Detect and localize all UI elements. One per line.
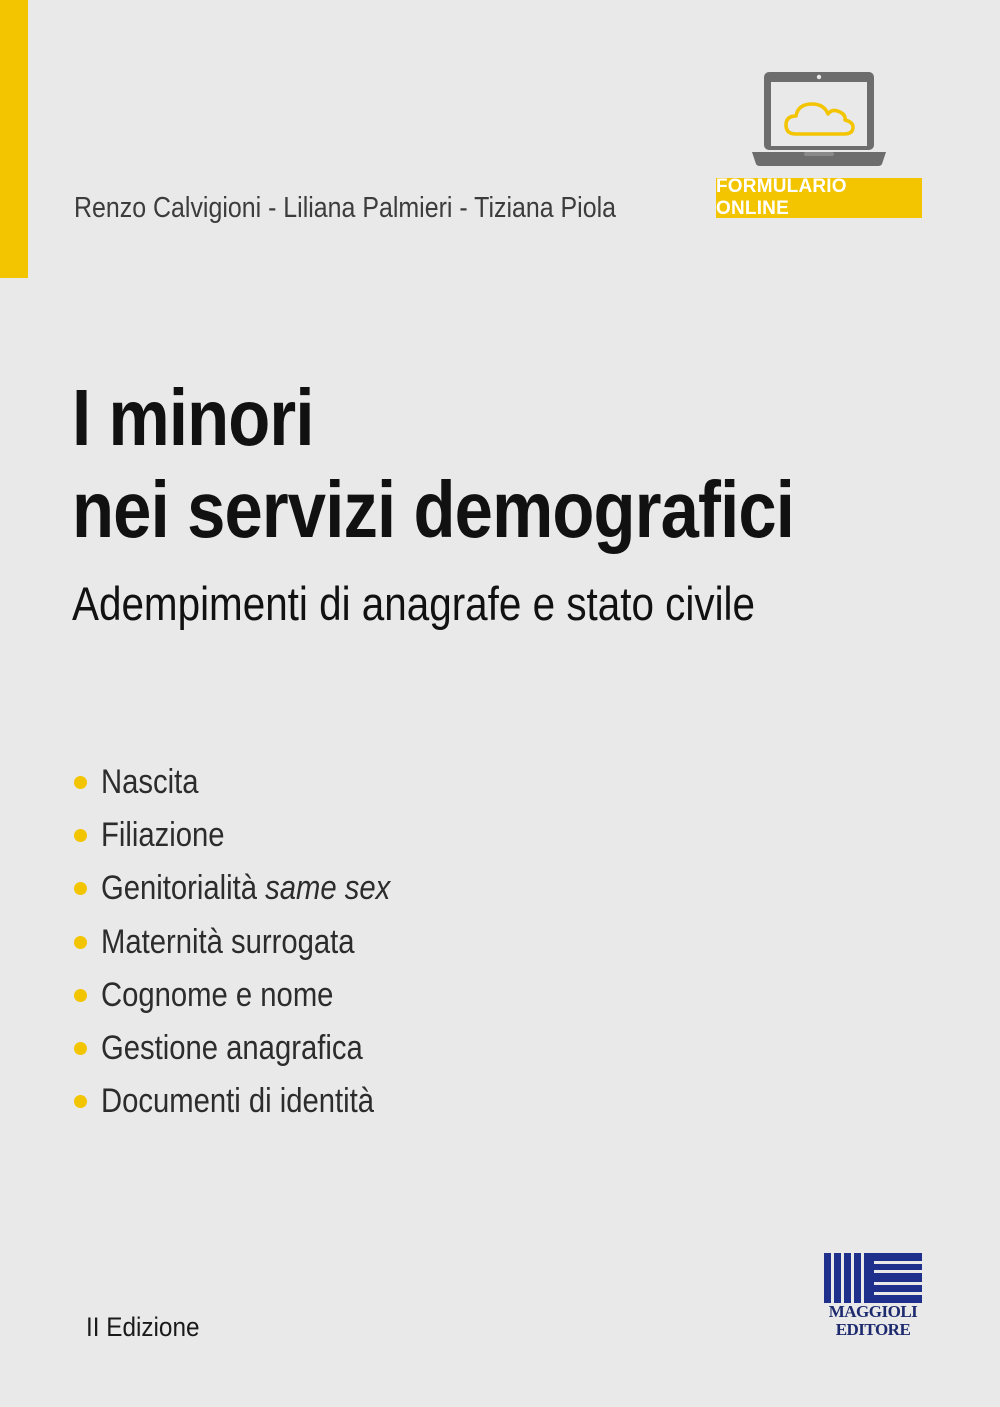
topic-label-italic: same sex — [265, 869, 391, 908]
list-item — [74, 809, 437, 862]
title-line-1: I minori — [72, 373, 314, 462]
bullet-icon — [74, 882, 87, 895]
online-form-badge: FORMULARIO ONLINE — [716, 178, 922, 218]
bullet-icon — [74, 989, 87, 1002]
topic-label: Documenti di identità — [101, 1082, 375, 1121]
list-item — [74, 916, 437, 969]
topic-label: Filiazione — [101, 816, 225, 855]
list-item — [74, 1075, 437, 1128]
topic-label: Cognome e nome — [101, 975, 334, 1014]
authors: Renzo Calvigioni - Liliana Palmieri - Tiziana Piola — [74, 192, 617, 224]
topic-label-main: Genitorialità — [101, 869, 266, 908]
topic-list — [74, 756, 437, 1128]
bullet-icon — [74, 776, 87, 789]
list-item — [74, 862, 437, 915]
maggioli-logo-mark — [824, 1253, 922, 1303]
bullet-icon — [74, 829, 87, 842]
topic-label — [101, 869, 390, 908]
book-title — [72, 372, 794, 556]
list-item — [74, 756, 437, 809]
edition-label: II Edizione — [86, 1312, 200, 1342]
bullet-icon — [74, 1042, 87, 1055]
topic-label: Gestione anagrafica — [101, 1029, 363, 1068]
title-line-2: nei servizi demografici — [72, 465, 795, 554]
topic-label: Maternità surrogata — [101, 922, 355, 961]
accent-bar — [0, 0, 28, 278]
bullet-icon — [74, 1095, 87, 1108]
list-item — [74, 1022, 437, 1075]
bullet-icon — [74, 936, 87, 949]
topic-label: Nascita — [101, 763, 199, 802]
publisher-subname: EDITORE — [835, 1320, 911, 1339]
book-subtitle: Adempimenti di anagrafe e stato civile — [72, 577, 756, 630]
publisher-name: MAGGIOLI — [828, 1302, 918, 1321]
maggioli-logo — [822, 1253, 924, 1341]
laptop-cloud-icon — [752, 70, 886, 170]
list-item — [74, 969, 437, 1022]
